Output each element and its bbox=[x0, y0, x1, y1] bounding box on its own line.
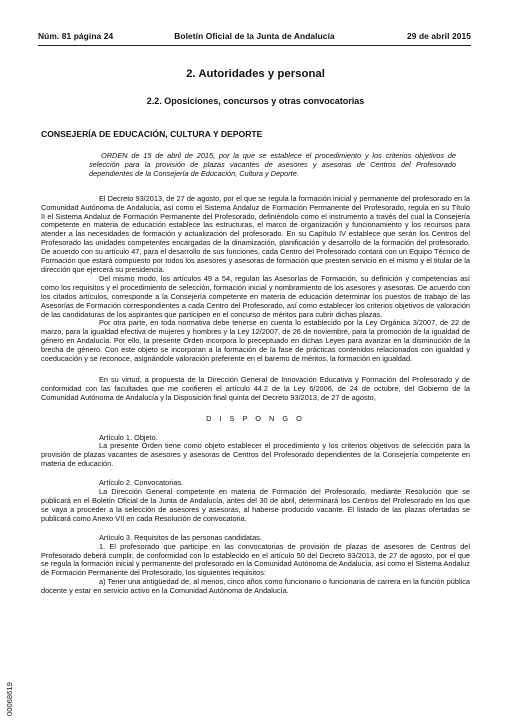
article-2-title: Artículo 2. Convocatorias. bbox=[99, 478, 184, 488]
article-3-text: 1. El profesorado que participe en las convocatorias de provisión de plazas de asesores de Centros del Profesorado deberá cumplir, de conformidad con lo establecido en el artículo 50 del Decreto 93/2013, de 27 de agosto, por el que se regula la formación inicial y permanente del profesorado en la Comunidad Autónoma de Andalucía, así como el Sistema Andaluz de Formación Permanente del Profesorado, los siguientes requisitos: bbox=[41, 541, 470, 578]
subsection-title: 2.2. Oposiciones, concursos y otras convocatorias bbox=[146, 96, 365, 106]
paragraph-virtud: En su virtud, a propuesta de la Dirección General de Innovación Educativa y Formación del Profesorado y de conformidad con las facultades que me confieren el artículo 44.2 de la Ley 6/2006, de 24 de octubre, del Gobierno de la Comunidad Autónoma de Andalucía y la Disposición final quinta del Decreto 93/2013, de 27 de agosto, bbox=[41, 374, 470, 402]
orden-summary: ORDEN de 15 de abril de 2015, por la que se establece el procedimiento y los criterios objetivos de selección para la provisión de plazas vacantes de asesores y asesoras de Centros del Profesorado dependientes de la Consejería de Educación, Cultura y Deporte. bbox=[89, 151, 456, 178]
article-3-item-a: a) Tener una antigüedad de, al menos, cinco años como funcionario o funcionaria de carrera en la función pública docente y estar en servicio activo en la Comunidad Autónoma de Andalucía. bbox=[41, 577, 470, 596]
article-3-title: Artículo 3. Requisitos de las personas candidatas. bbox=[99, 532, 262, 542]
paragraph-igualdad: Por otra parte, en toda normativa debe tenerse en cuenta lo establecido por la Ley Orgánica 3/2007, de 22 de marzo, para la igualdad efectiva de mujeres y hombres y la Ley 12/2007, de 26 de noviembre, para la promoción de la igualdad de género en Andalucía. Por ello, la presente Orden incorpora lo preceptuado en dichas Leyes para avanzar en la disminución de la brecha de género. Con este objeto se incorporan a la formación de la fase de prácticas contenidos relacionados con igualdad y coeducación y se reconoce, asignándole valoración preferente en el baremo de méritos, la formación en igualdad. bbox=[41, 318, 470, 364]
article-2-text: La Dirección General competente en materia de Formación del Profesorado, mediante Resolución que se publicará en el Boletín Oficial de la Junta de Andalucía, antes del 30 de abril, determinará los Centros del Profesorado en los que se vaya a proceder a la selección de asesores y asesoras, al haberse producido vacante. El listado de las plazas ofertadas se publicará como Anexo VII en cada Resolución de convocatoria. bbox=[41, 487, 470, 523]
header-date: 29 de abril 2015 bbox=[407, 31, 471, 41]
article-1-title: Artículo 1. Objeto. bbox=[99, 432, 158, 442]
document-body bbox=[41, 152, 470, 596]
paragraph-asesorias: Del mismo modo, los artículos 49 a 54, regulan las Asesorías de Formación, su definición y competencias así como los requisitos y el procedimiento de selección, formación inicial y nombramiento de los asesores y asesoras. De acuerdo con los citados artículos, corresponde a la Consejería competente en materia de educación determinar los puestos de trabajo de las Asesorías de Formación correspondientes a cada Centro del Profesorado, así como establecer los criterios objetivos de valoración de las candidaturas de los aspirantes que participen en el concurso de méritos para cubrir dichas plazas. bbox=[41, 273, 470, 319]
side-document-code bbox=[5, 668, 15, 718]
article-1-text: La presente Orden tiene como objeto establecer el procedimiento y los criterios objetivos de selección para la provisión de plazas vacantes de asesores y asesoras de Centros del Profesorado dependientes de la Consejería competente en materia de educación. bbox=[41, 441, 470, 469]
dispongo-heading: D I S P O N G O bbox=[206, 413, 305, 423]
header-issue-page: Núm. 81 página 24 bbox=[38, 31, 114, 41]
section-title: 2. Autoridades y personal bbox=[186, 68, 325, 80]
paragraph-decreto: El Decreto 93/2013, de 27 de agosto, por el que se regula la formación inicial y permanente del profesorado en la Comunidad Autónoma de Andalucía, así como el Sistema Andaluz de Formación Permanente del Profesorado, regula en su Título II el Sistema Andaluz de Formación Permanente del Profesorado, definiéndolo como el instrumento a través del cual la Consejería competente en materia de educación establece las estructuras, el marco de organización y funcionamiento y los recursos para atender a las necesidades de formación y actualización del profesorado. En su Capítulo IV establece que serán los Centros del Profesorado las unidades competentes encargadas de la dinamización, planificación y desarrollo de la formación del profesorado. De acuerdo con su artículo 47, para el desarrollo de sus funciones, cada Centro del Profesorado contará con un Equipo Técnico de Formación que estará compuesto por todos los asesores y asesoras de formación que presten servicio en el mismo y el titular de la dirección que ejercerá su presidencia. bbox=[41, 193, 470, 274]
header-rule bbox=[38, 45, 471, 46]
page-header bbox=[38, 31, 471, 45]
header-publication: Boletín Oficial de la Junta de Andalucía bbox=[174, 31, 335, 41]
side-code-text: 00068619 bbox=[5, 682, 14, 716]
consejeria-heading: CONSEJERÍA DE EDUCACIÓN, CULTURA Y DEPORTE bbox=[41, 129, 263, 139]
